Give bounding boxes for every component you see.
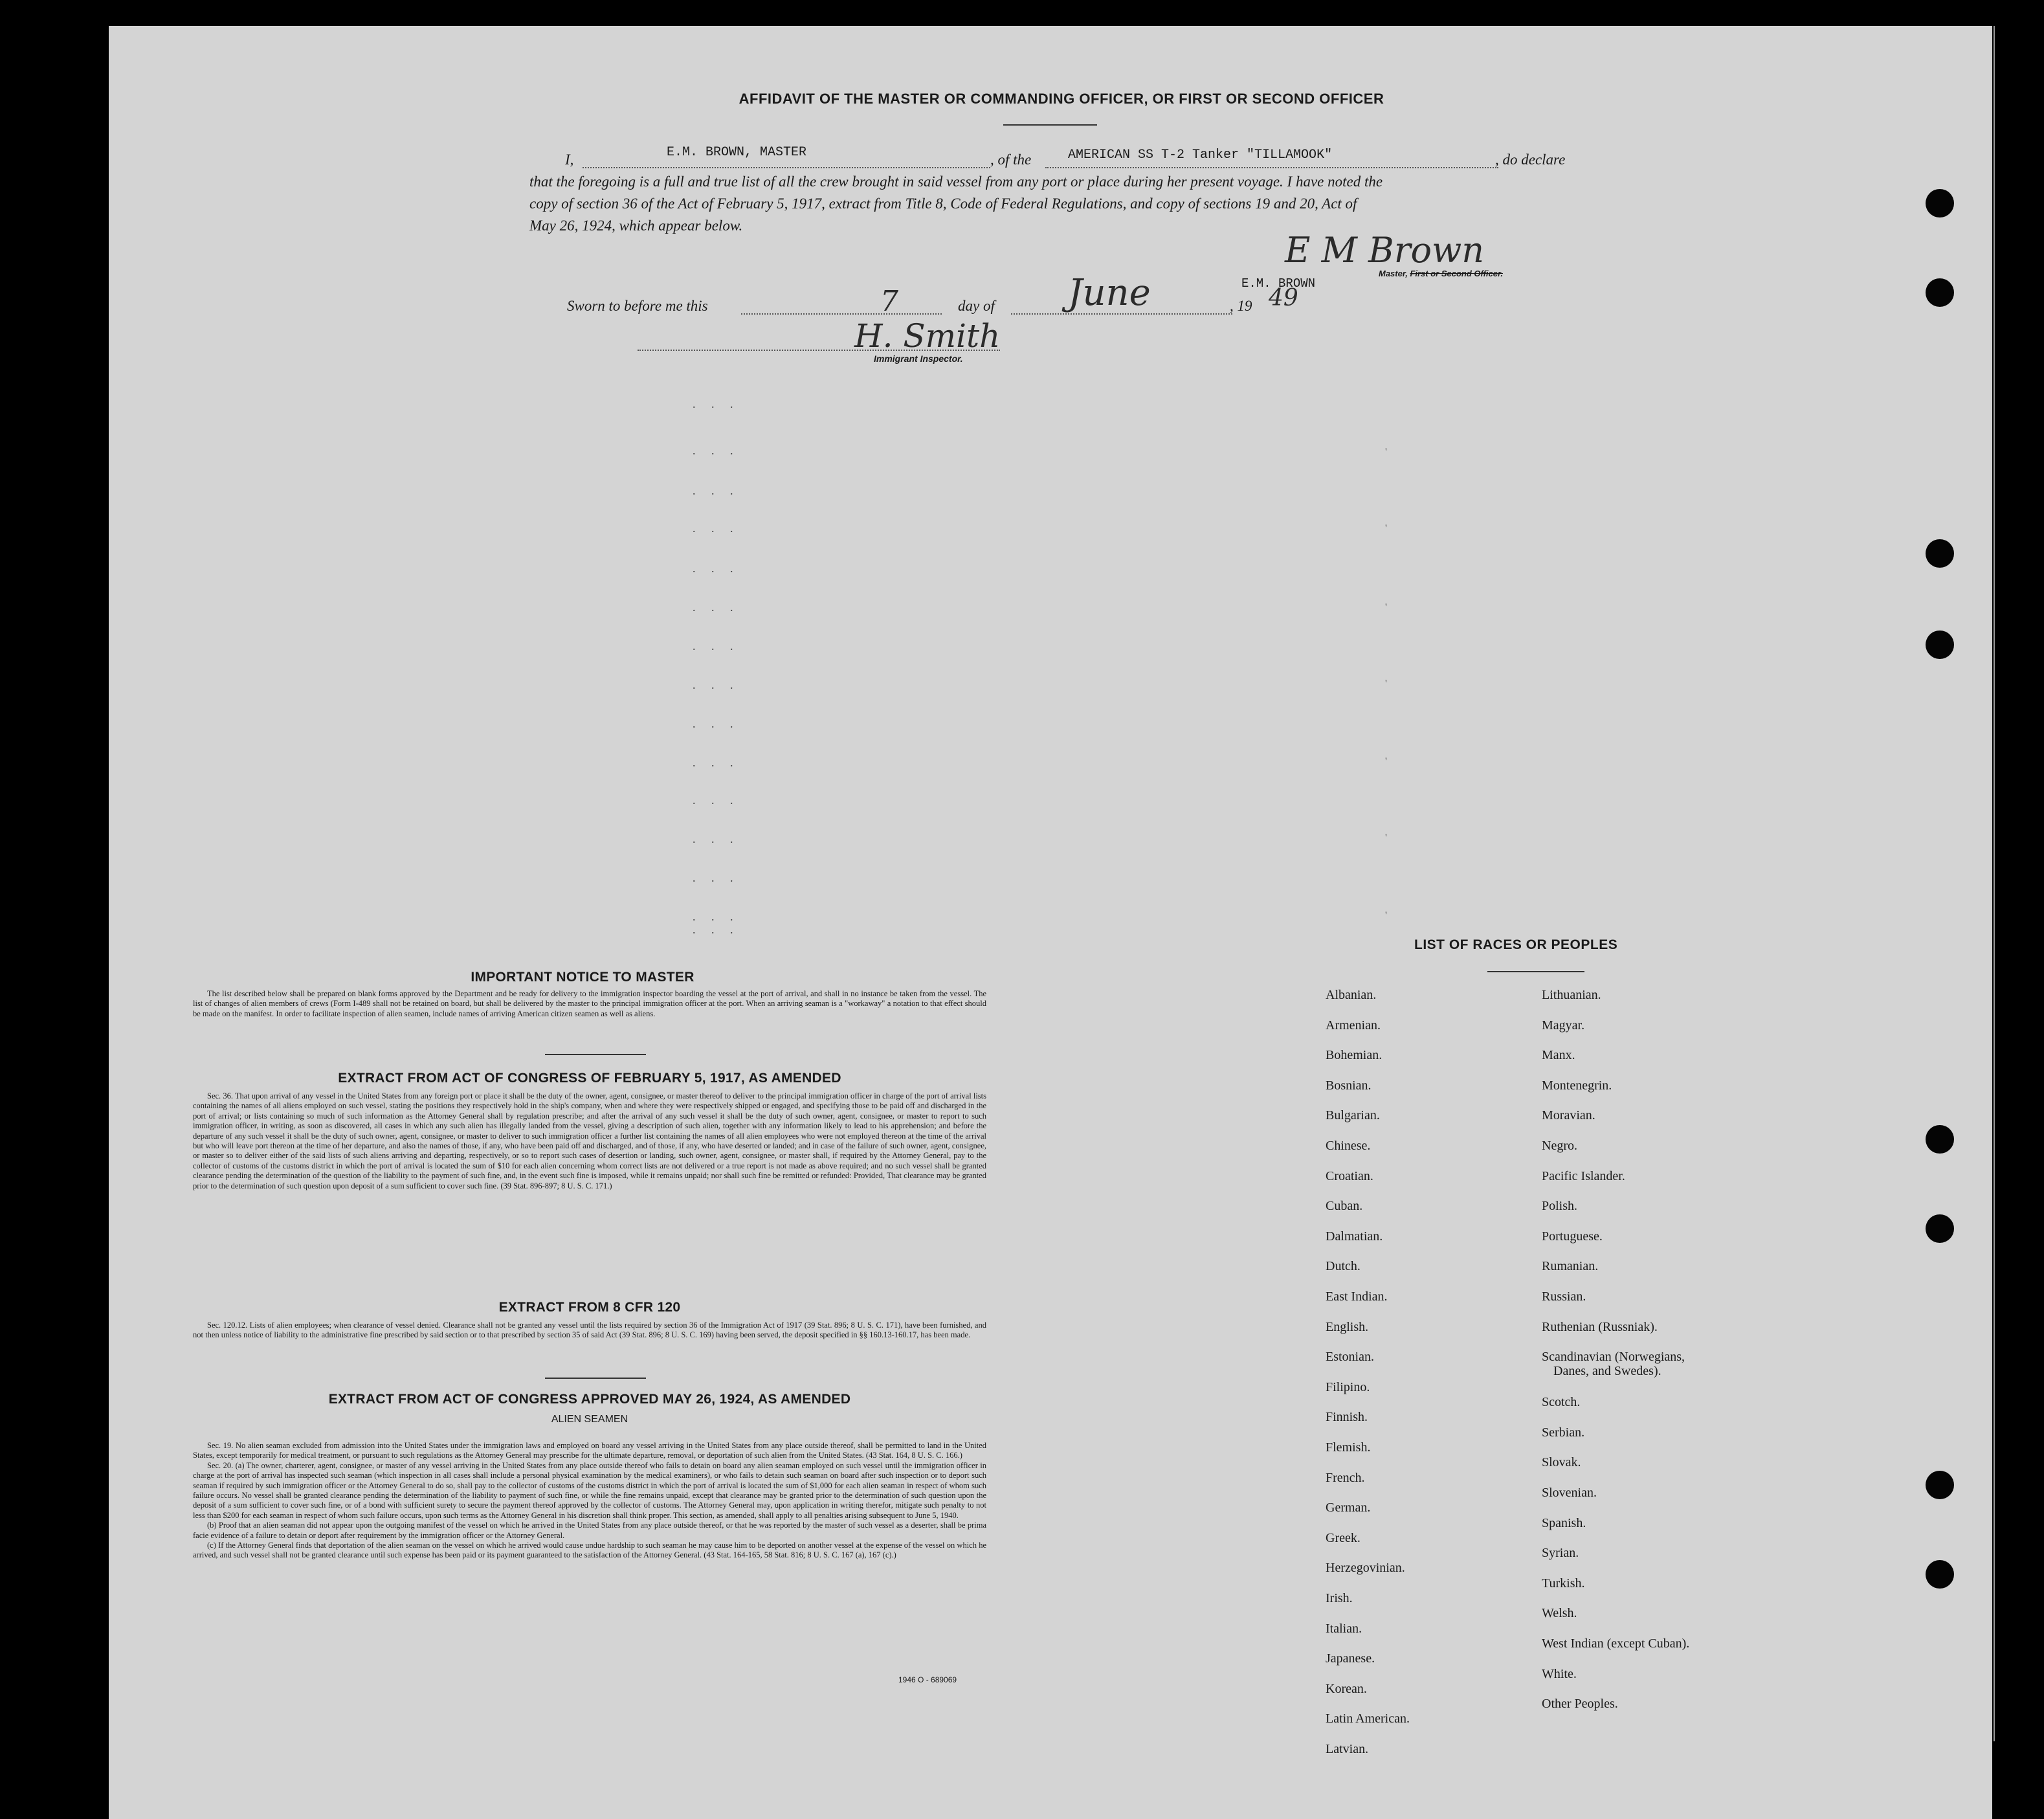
race-item: Scotch. [1542, 1395, 1581, 1410]
sworn-day-line [741, 313, 942, 315]
notice-title: IMPORTANT NOTICE TO MASTER [471, 970, 694, 985]
binder-hole [1926, 1125, 1954, 1154]
affidavit-body-line-1: that the foregoing is a full and true list of all the crew brought in said vessel from any port or place during her present voyage. I have noted the [529, 173, 1383, 190]
race-item: Montenegrin. [1542, 1078, 1612, 1093]
race-item: Scandinavian (Norwegians, [1542, 1350, 1685, 1365]
list-marks: . . . [693, 794, 740, 807]
heading-rule [1003, 124, 1097, 126]
extract-1924-title: EXTRACT FROM ACT OF CONGRESS APPROVED MAY 26, 1924, AS AMENDED [328, 1392, 851, 1407]
race-item: English. [1326, 1319, 1369, 1334]
race-item: Serbian. [1542, 1425, 1585, 1440]
extract-1924-subtitle: ALIEN SEAMEN [551, 1414, 628, 1425]
race-item: Korean. [1326, 1681, 1367, 1696]
list-marks: ' [1385, 678, 1387, 689]
affidavit-heading: AFFIDAVIT OF THE MASTER OR COMMANDING OFFICER, OR FIRST OR SECOND OFFICER [739, 91, 1384, 107]
races-rule [1487, 971, 1584, 972]
race-item: Moravian. [1542, 1108, 1595, 1123]
race-item: Estonian. [1326, 1350, 1374, 1365]
list-marks: . . . [693, 484, 740, 497]
master-caption-prefix: Master, [1379, 269, 1408, 278]
inspector-caption: Immigrant Inspector. [874, 353, 963, 364]
race-item: West Indian (except Cuban). [1542, 1636, 1690, 1651]
binder-hole [1926, 278, 1954, 307]
day-of-label: day of [958, 298, 995, 314]
race-item: Herzegovinian. [1326, 1561, 1405, 1576]
race-item: East Indian. [1326, 1289, 1388, 1304]
race-item: Greek. [1326, 1530, 1361, 1545]
list-marks: ' [1385, 602, 1387, 613]
sworn-month: June [1068, 272, 1151, 314]
officer-name-line [583, 167, 990, 168]
race-item: Armenian. [1326, 1018, 1381, 1032]
list-marks: . . . [693, 756, 740, 769]
extract-1924-paragraph: Sec. 19. No alien seaman excluded from admission into the United States under the immigration laws and employed on board any vessel arriving in the United States from any place outside thereof, shall be permitted to land in the United States, except temporarily for medical treatment, or pursuant to such regulations as the Attorney General may prescribe for the ultimate departure, removal, or deportation of such alien from the United States. (43 Stat. 164, 8 U. S. C. 166.) [193, 1441, 986, 1460]
list-marks: ' [1385, 447, 1387, 458]
vessel-field: AMERICAN SS T-2 Tanker "TILLAMOOK" [1068, 148, 1333, 162]
race-item: Filipino. [1326, 1379, 1370, 1394]
list-marks: . . . [693, 444, 740, 457]
race-item: Turkish. [1542, 1576, 1585, 1590]
race-item: Polish. [1542, 1199, 1578, 1214]
extract-1917-paragraph: Sec. 36. That upon arrival of any vessel in the United States from any foreign port or place it shall be the duty of the owner, agent, consignee, or master thereof to deliver to the principal immigration officer in charge of the port of arrival lists containing the names of all aliens employed on such vessel, stating the positions they respectively hold in the ship's company, when and where they were respectively shipped or engaged, and specifying those to be paid off and discharged in the port of arrival; or lists containing so much of such information as the Attorney General shall by regulation prescribe; and after the arrival of any such vessel it shall be the duty of such owner, agent, consignee, or master to report to such immigration officer, in writing, as soon as discovered, all cases in which any such alien has illegally landed from the vessel, giving a description of such alien, together with any information likely to lead to his apprehension; and before the departure of any such vessel it shall be the duty of such owner, agent, consignee, or master to deliver to such immigration officer a further list containing the names of all alien employees who were not employed thereon at the time of the arrival but who will leave port thereon at the time of her departure, and also the names of those, if any, who have been paid off and discharged, and of those, if any, who have deserted or landed; and in case of the failure of such owner, agent, consignee, or master so to deliver either of the said lists of such aliens arriving and departing, respectively, or so to report such cases of desertion or landing, such owner, agent, consignee, or master shall, if required by the Attorney General, pay to the collector of customs of the customs district in which the port of arrival is located the sum of $10 for each alien concerning whom correct lists are not delivered or a true report is not made as above required; and no such vessel shall be granted clearance pending the determination of the question of the liability to the payment of such fine, and, in the event such fine is imposed, while it remains unpaid; nor shall such fine be remitted or refunded: Provided, That clearance may be granted prior to the determination of such question upon deposit of a sum sufficient to cover such fine. (39 Stat. 896-897; 8 U. S. C. 171.) [193, 1091, 986, 1190]
races-title: LIST OF RACES OR PEOPLES [1414, 937, 1618, 952]
race-item: Slovenian. [1542, 1485, 1597, 1500]
race-item: Japanese. [1326, 1651, 1375, 1666]
race-item: Magyar. [1542, 1018, 1585, 1032]
notice-paragraph: The list described below shall be prepared on blank forms approved by the Department and be ready for delivery to the immigration inspector boarding the vessel at the port of arrival, and shall in no instance be taken from the vessel. The list of changes of alien members of crews (Form I-489 shall not be retained on board, but shall be delivered by the master to the principal immigration officer at the port. When an arriving seaman is a "workaway" a notation to that effect should be made on the manifest. In order to facilitate inspection of alien seamen, include names of arriving American citizen seamen as well as aliens. [193, 989, 986, 1018]
race-item: Portuguese. [1542, 1229, 1603, 1244]
extract-cfr-text [193, 1321, 986, 1341]
race-item: Pacific Islander. [1542, 1168, 1625, 1183]
race-item: Syrian. [1542, 1546, 1579, 1561]
race-item: Latvian. [1326, 1742, 1369, 1756]
master-caption-struck: First or Second Officer. [1410, 269, 1503, 278]
affidavit-body-line-2: copy of section 36 of the Act of February 5, 1917, extract from Title 8, Code of Federal Regulations, and copy of sections 19 and 20, Act of [529, 195, 1357, 212]
officer-name-field: E.M. BROWN, MASTER [667, 145, 807, 160]
race-item: Italian. [1326, 1621, 1362, 1636]
list-marks: . . . [693, 717, 740, 730]
year-prefix: , 19 [1230, 298, 1252, 314]
binder-hole [1926, 631, 1954, 659]
inspector-signature: H. Smith [854, 317, 1001, 355]
of-the-label: , of the [990, 151, 1032, 168]
binder-hole [1926, 189, 1954, 218]
extract-cfr-paragraph: Sec. 120.12. Lists of alien employees; when clearance of vessel denied. Clearance shall not be granted any vessel until the lists required by section 36 of the Immigration Act of 1917 (39 Stat. 896; 8 U. S. C. 171), have been furnished, and not then unless notice of liability to the administrative fine prescribed by said section or to that prescribed by section 35 of said Act (39 Stat. 896; 8 U. S. C. 169) having been served, the deposit specified in §§ 160.13-160.17, has been made. [193, 1321, 986, 1340]
list-marks: ' [1385, 832, 1387, 843]
year-suffix: 49 [1269, 285, 1298, 311]
race-item: Slovak. [1542, 1455, 1581, 1470]
list-marks: . . . [693, 832, 740, 845]
binder-hole [1926, 539, 1954, 568]
race-item: Negro. [1542, 1139, 1577, 1153]
master-signature: E M Brown [1285, 230, 1485, 271]
race-item: Bohemian. [1326, 1048, 1383, 1063]
race-item: Flemish. [1326, 1440, 1371, 1455]
list-marks: . . . [693, 910, 740, 923]
notice-text [193, 989, 986, 1019]
race-item: White. [1542, 1666, 1577, 1681]
sworn-label: Sworn to before me this [567, 298, 708, 314]
list-marks: ' [1385, 910, 1387, 921]
race-item: Irish. [1326, 1591, 1353, 1605]
extract-1924-text [193, 1441, 986, 1561]
i-label: I, [565, 151, 574, 168]
race-item: Cuban. [1326, 1199, 1363, 1214]
race-item: Ruthenian (Russniak). [1542, 1319, 1658, 1334]
binder-hole [1926, 1560, 1954, 1589]
race-item: Welsh. [1542, 1606, 1577, 1621]
list-marks: . . . [693, 601, 740, 614]
race-item: Russian. [1542, 1289, 1586, 1304]
binder-hole [1926, 1214, 1954, 1243]
page-edge [1994, 26, 1995, 1741]
binder-hole [1926, 1471, 1954, 1499]
extract-1924-paragraph: (b) Proof that an alien seaman did not appear upon the outgoing manifest of the vessel on which he arrived in the United States from any place outside thereof, or that he was reported by the master of such vessel as a deserter, shall be prima facie evidence of a failure to detain or deport after requirement by the immigration officer or the Attorney General. [193, 1521, 986, 1540]
vessel-line [1045, 167, 1498, 168]
list-marks: . . . [693, 522, 740, 535]
race-item: Bulgarian. [1326, 1108, 1380, 1123]
race-item: Chinese. [1326, 1139, 1371, 1153]
print-code: 1946 O - 689069 [898, 1675, 957, 1684]
race-item: Manx. [1542, 1048, 1575, 1063]
list-marks: ' [1385, 756, 1387, 767]
extract-1924-paragraph: Sec. 20. (a) The owner, charterer, agent, consignee, or master of any vessel arriving in the United States from any place outside thereof who fails to detain on board any alien seaman employed on such vessel until the immigration officer in charge at the port of arrival has inspected such seaman (which inspection in all cases shall include a personal physical examination by the medical examiners), or who fails to detain such seaman on board after such inspection or to deport such seaman if required by such immigration officer or the Attorney General to do so, shall pay to the collector of customs of the customs district in which the port of arrival is located the sum of $1,000 for each alien seaman in respect of whom such failure occurs. No vessel shall be granted clearance pending the determination of the liability to payment of such fine, or while the fine remains unpaid, except that clearance may be granted prior to the determination of such question upon the deposit of a sum sufficient to cover such fine, or of a bond with sufficient surety to secure the payment thereof approved by the collector of customs. The Attorney General may, upon application in writing therefor, mitigate such penalty to not less than $200 for each seaman in respect of whom such failure occurs, upon such terms as the Attorney General in his discretion shall think proper. This section, as amended, shall apply to all penalties arising subsequent to June 5, 1940. [193, 1460, 986, 1520]
race-item: German. [1326, 1501, 1371, 1515]
list-marks: . . . [693, 678, 740, 691]
race-item: Rumanian. [1542, 1259, 1599, 1274]
master-typed-name: E.M. BROWN [1241, 276, 1316, 291]
race-item: Dutch. [1326, 1259, 1361, 1274]
race-item: Spanish. [1542, 1515, 1586, 1530]
master-caption [1379, 269, 1503, 278]
race-item: French. [1326, 1470, 1365, 1485]
notice-rule [545, 1054, 646, 1055]
extract-cfr-title: EXTRACT FROM 8 CFR 120 [498, 1300, 681, 1315]
race-item: Bosnian. [1326, 1078, 1372, 1093]
extract-1924-paragraph: (c) If the Attorney General finds that deportation of the alien seaman on the vessel on which he arrived would cause undue hardship to such seaman he may cause him to be deported on another vessel at the expense of the vessel on which he arrived, and such vessel shall not be granted clearance until such expense has been paid or its payment guaranteed to the satisfaction of the Attorney General. (43 Stat. 164-165, 58 Stat. 816; 8 U. S. C. 167 (a), 167 (c).) [193, 1541, 986, 1560]
list-marks: ' [1385, 523, 1387, 534]
cfr-rule [545, 1378, 646, 1379]
extract-1917-text [193, 1091, 986, 1191]
affidavit-body-line-3: May 26, 1924, which appear below. [529, 218, 743, 234]
list-marks: . . . [693, 562, 740, 575]
list-marks: . . . [693, 923, 740, 936]
extract-1917-title: EXTRACT FROM ACT OF CONGRESS OF FEBRUARY 5, 1917, AS AMENDED [338, 1071, 841, 1086]
sworn-day: 7 [880, 285, 898, 318]
race-item: Other Peoples. [1542, 1697, 1618, 1712]
race-item: Dalmatian. [1326, 1229, 1383, 1244]
list-marks: . . . [693, 640, 740, 653]
list-marks: . . . [693, 871, 740, 884]
race-item: Finnish. [1326, 1410, 1368, 1425]
race-item: Latin American. [1326, 1712, 1410, 1726]
declare-label: , do declare [1495, 151, 1566, 168]
list-marks: . . . [693, 397, 740, 410]
race-item: Albanian. [1326, 988, 1377, 1002]
race-item: Danes, and Swedes). [1553, 1364, 1661, 1379]
race-item: Croatian. [1326, 1168, 1373, 1183]
race-item: Lithuanian. [1542, 988, 1601, 1002]
